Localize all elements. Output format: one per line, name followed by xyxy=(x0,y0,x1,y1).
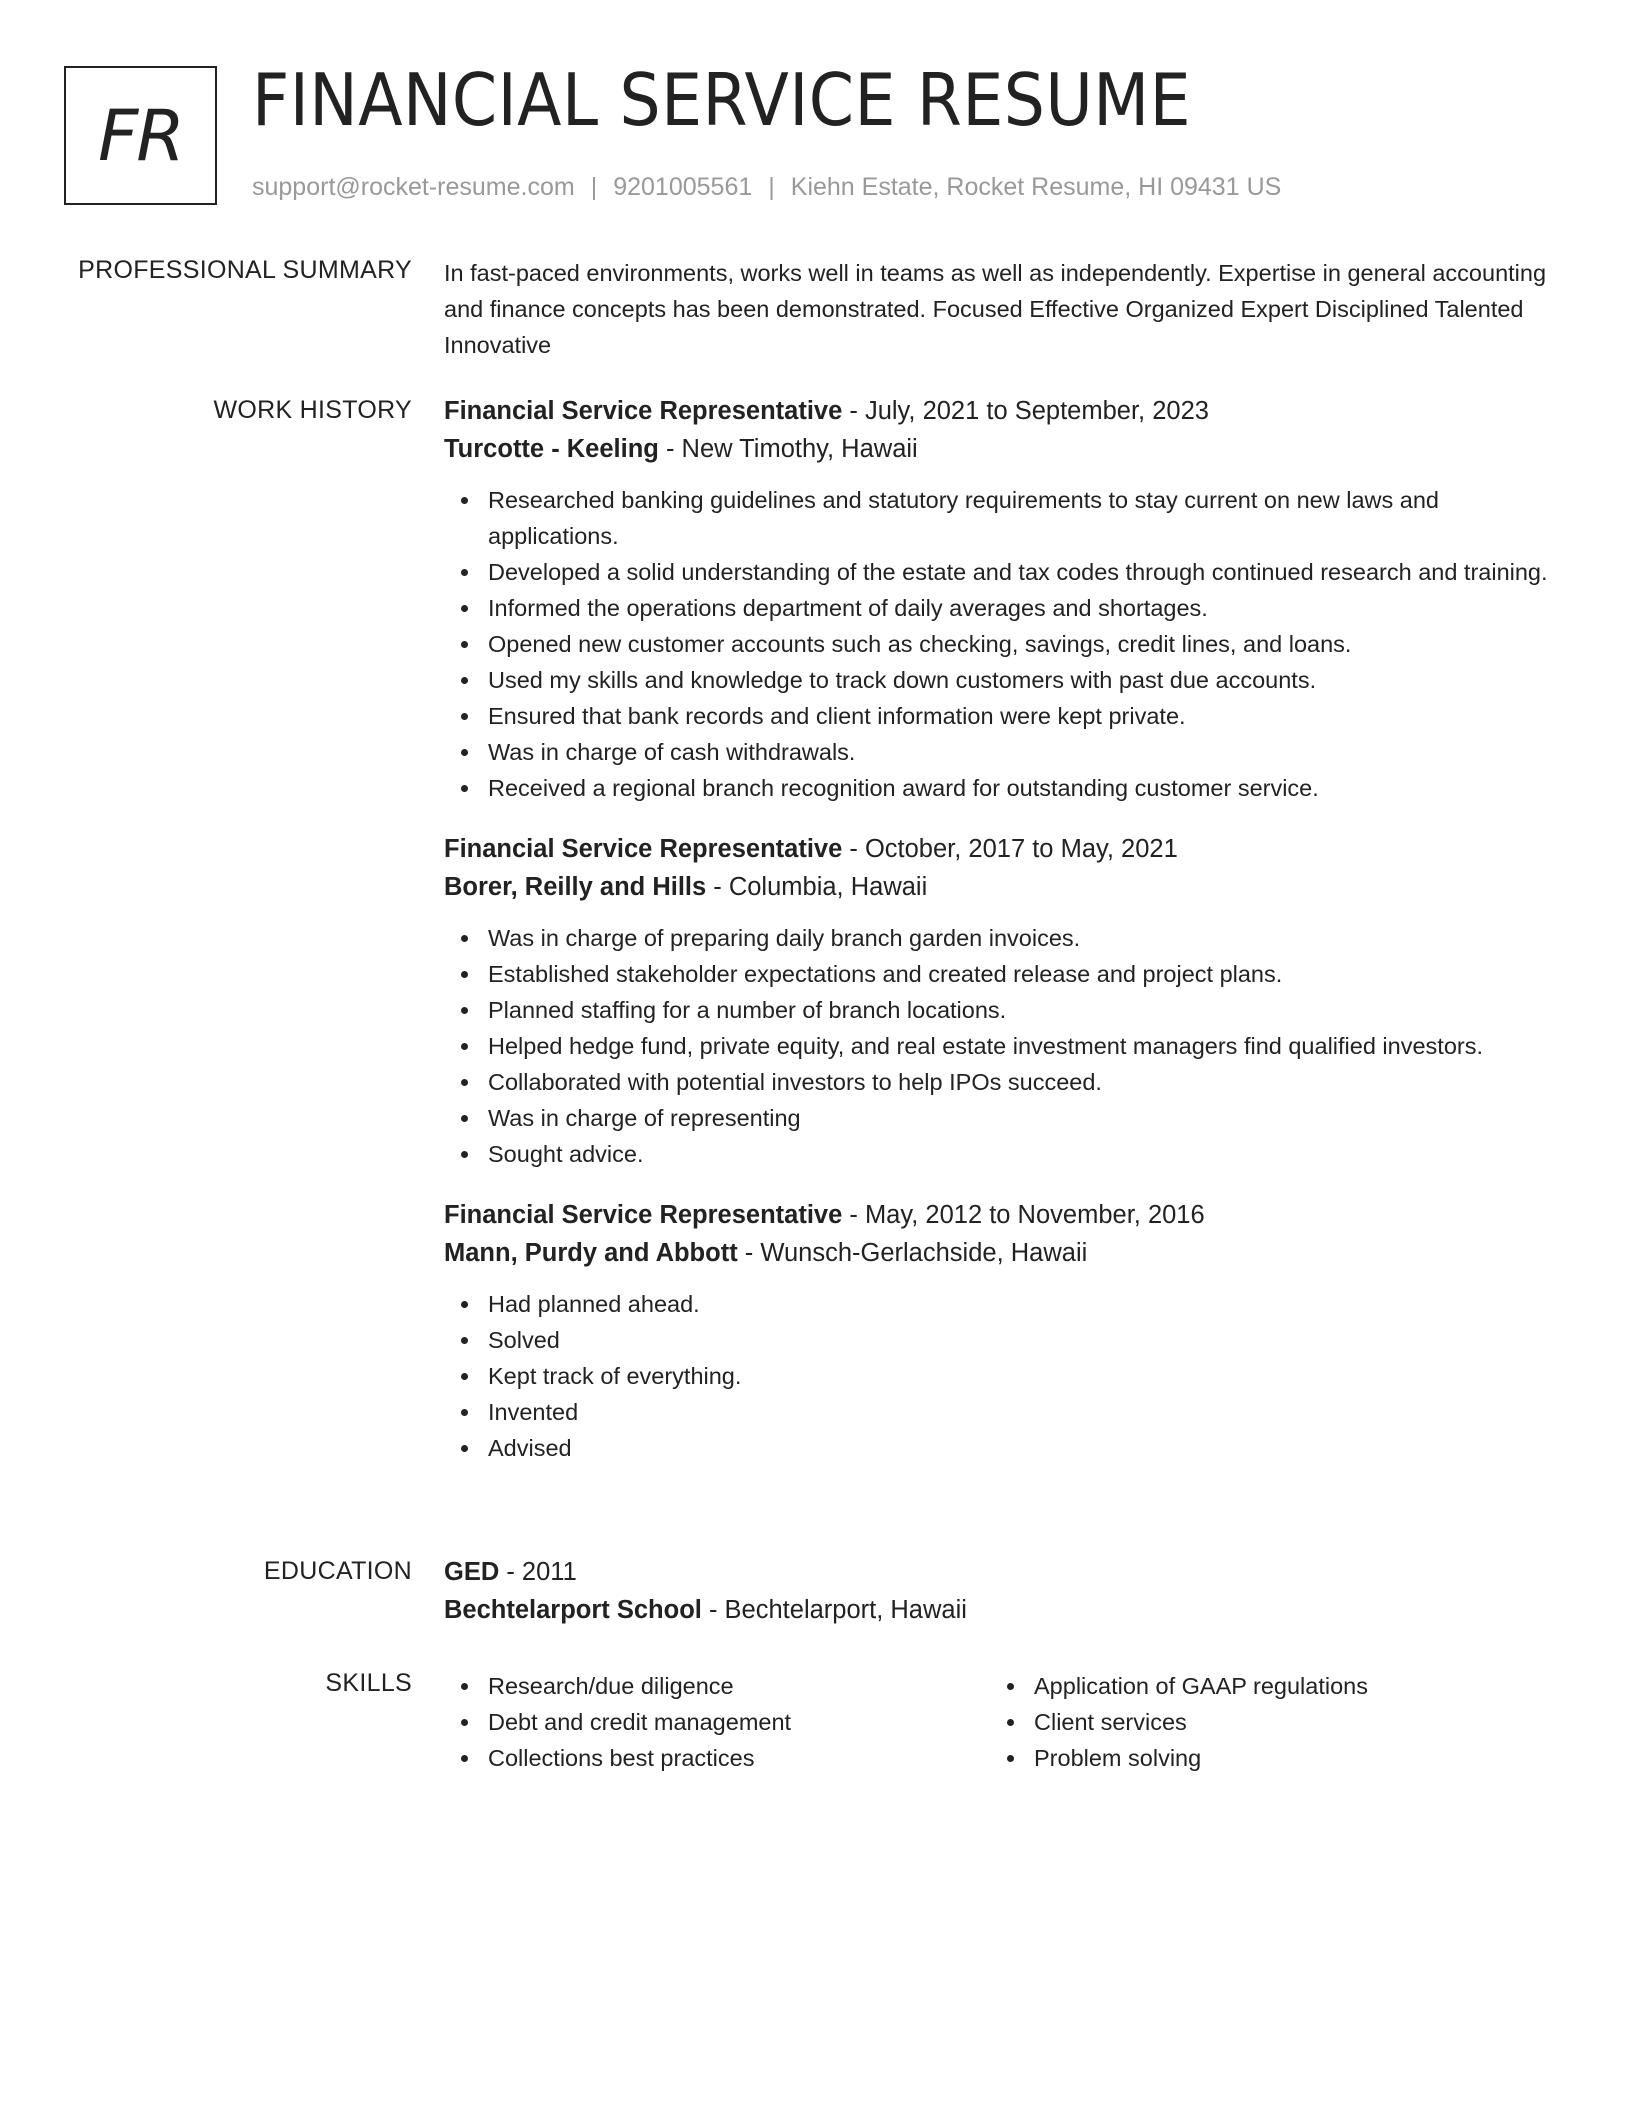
job-entry xyxy=(444,392,1564,806)
monogram-logo: FR xyxy=(64,66,217,205)
job-bullet: Planned staffing for a number of branch locations. xyxy=(488,992,1564,1028)
skills-list-right xyxy=(990,1668,1536,1776)
contact-separator: | xyxy=(590,173,598,201)
job-bullet: Was in charge of cash withdrawals. xyxy=(488,734,1564,770)
job-bullet: Established stakeholder expectations and created release and project plans. xyxy=(488,956,1564,992)
job-title: Financial Service Representative xyxy=(444,1201,843,1229)
job-bullet: Solved xyxy=(488,1322,1564,1358)
job-bullet: Opened new customer accounts such as checking, savings, credit lines, and loans. xyxy=(488,626,1564,662)
section-label-work-history: WORK HISTORY xyxy=(213,396,412,424)
education-school-line xyxy=(444,1591,1564,1629)
job-bullet: Advised xyxy=(488,1430,1564,1466)
job-dates: - July, 2021 to September, 2023 xyxy=(842,397,1209,425)
job-title-line xyxy=(444,830,1564,868)
job-bullet: Developed a solid understanding of the estate and tax codes through continued research and training. xyxy=(488,554,1564,590)
job-location: - Columbia, Hawaii xyxy=(706,873,928,901)
skill-item: Debt and credit management xyxy=(488,1704,990,1740)
contact-email: support@rocket-resume.com xyxy=(252,173,575,201)
skills-columns xyxy=(444,1668,1564,1776)
job-bullet: Helped hedge fund, private equity, and real estate investment managers find qualified investors. xyxy=(488,1028,1564,1064)
education-school: Bechtelarport School xyxy=(444,1596,702,1624)
contact-separator: | xyxy=(768,173,775,201)
resume-title: FINANCIAL SERVICE RESUME xyxy=(252,58,1192,142)
section-label-skills: SKILLS xyxy=(325,1669,412,1697)
job-bullet: Had planned ahead. xyxy=(488,1286,1564,1322)
education-year: - 2011 xyxy=(499,1558,577,1586)
resume-header xyxy=(64,58,1568,211)
job-bullets xyxy=(444,920,1564,1172)
job-company: Mann, Purdy and Abbott xyxy=(444,1239,738,1267)
job-company-line xyxy=(444,430,1564,468)
contact-address: Kiehn Estate, Rocket Resume, HI 09431 US xyxy=(790,173,1282,201)
job-bullet: Kept track of everything. xyxy=(488,1358,1564,1394)
education-body xyxy=(444,1553,1564,1629)
section-label-summary: PROFESSIONAL SUMMARY xyxy=(78,256,412,284)
skills-body xyxy=(444,1668,1564,1776)
skills-list-left xyxy=(444,1668,990,1776)
job-title-line xyxy=(444,392,1564,430)
job-bullets xyxy=(444,482,1564,806)
job-bullet: Invented xyxy=(488,1394,1564,1430)
contact-line xyxy=(252,173,1281,202)
job-company: Turcotte - Keeling xyxy=(444,435,659,463)
job-title-line xyxy=(444,1196,1564,1234)
job-bullet: Received a regional branch recognition award for outstanding customer service. xyxy=(488,770,1564,806)
job-company-line xyxy=(444,1234,1564,1272)
job-company-line xyxy=(444,868,1564,906)
job-entry xyxy=(444,830,1564,1172)
education-location: - Bechtelarport, Hawaii xyxy=(701,1596,967,1624)
job-bullet: Was in charge of preparing daily branch garden invoices. xyxy=(488,920,1564,956)
job-location: - Wunsch-Gerlachside, Hawaii xyxy=(737,1239,1088,1267)
summary-text: In fast-paced environments, works well in teams as well as independently. Expertise in general accounting and finance concepts has been demonstrated. Focused Effective Organized Expert Disciplined Talented Innovative xyxy=(444,260,1547,358)
job-company: Borer, Reilly and Hills xyxy=(444,873,707,901)
skill-item: Application of GAAP regulations xyxy=(1034,1668,1536,1704)
work-history-body xyxy=(444,392,1564,1490)
skill-item: Client services xyxy=(1034,1704,1536,1740)
skill-item: Research/due diligence xyxy=(488,1668,990,1704)
job-bullet: Informed the operations department of daily averages and shortages. xyxy=(488,590,1564,626)
job-bullet: Was in charge of representing xyxy=(488,1100,1564,1136)
job-bullet: Used my skills and knowledge to track down customers with past due accounts. xyxy=(488,662,1564,698)
job-dates: - October, 2017 to May, 2021 xyxy=(842,835,1178,863)
section-label-education: EDUCATION xyxy=(263,1557,412,1585)
job-bullet: Researched banking guidelines and statutory requirements to stay current on new laws and applications. xyxy=(488,482,1564,554)
job-title: Financial Service Representative xyxy=(444,835,843,863)
skill-item: Problem solving xyxy=(1034,1740,1536,1776)
job-bullets xyxy=(444,1286,1564,1466)
skill-item: Collections best practices xyxy=(488,1740,990,1776)
job-title: Financial Service Representative xyxy=(444,397,843,425)
education-degree-line xyxy=(444,1553,1564,1591)
job-bullet: Ensured that bank records and client information were kept private. xyxy=(488,698,1564,734)
job-bullet: Collaborated with potential investors to help IPOs succeed. xyxy=(488,1064,1564,1100)
job-entry xyxy=(444,1196,1564,1466)
summary-body xyxy=(444,255,1564,363)
contact-phone: 9201005561 xyxy=(613,173,753,201)
job-location: - New Timothy, Hawaii xyxy=(658,435,918,463)
job-bullet: Sought advice. xyxy=(488,1136,1564,1172)
job-dates: - May, 2012 to November, 2016 xyxy=(842,1201,1205,1229)
education-degree: GED xyxy=(444,1558,500,1586)
